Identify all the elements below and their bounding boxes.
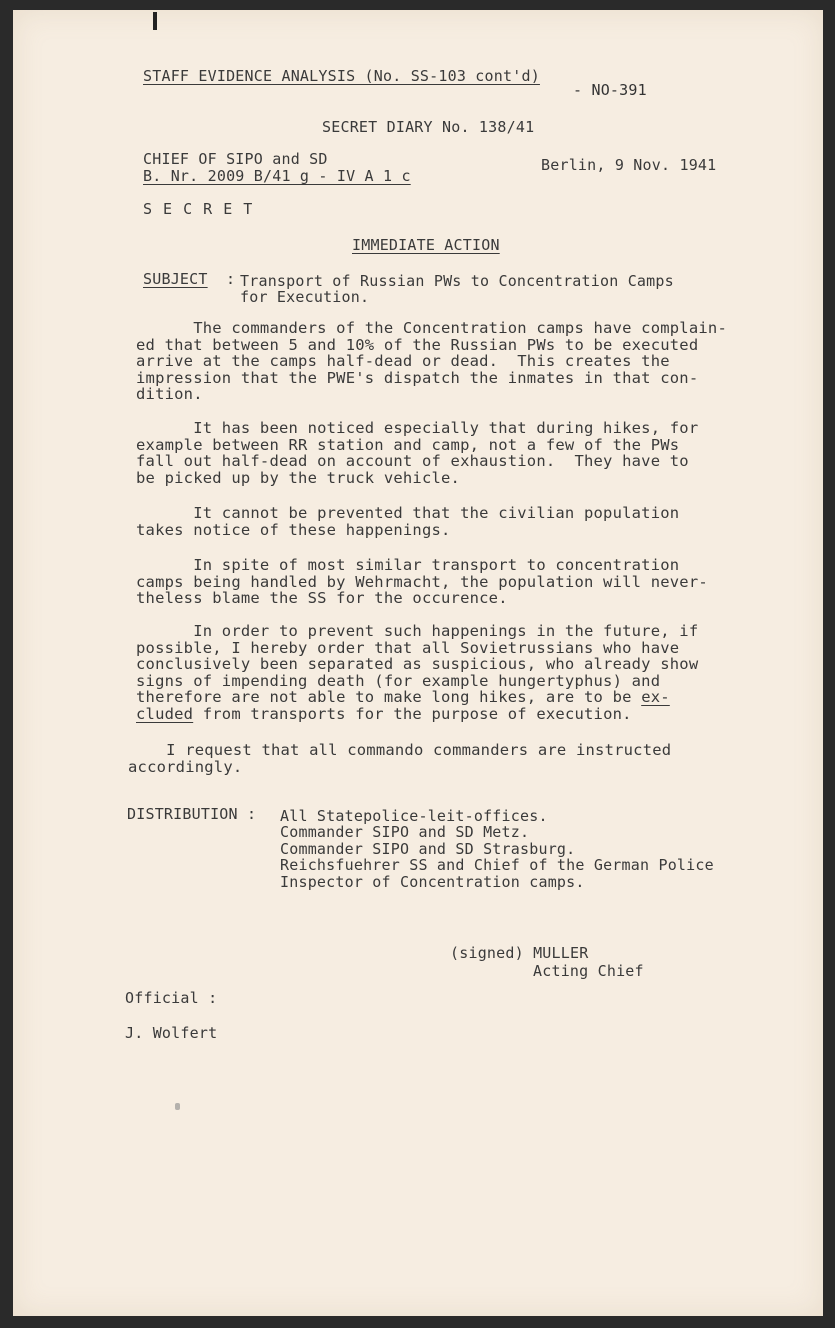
sender-office: CHIEF OF SIPO and SD: [143, 150, 328, 168]
paragraph-1: The commanders of the Concentration camps have complain- ed that between 5 and 10% of the Russian PWs to be executed arrive at the camps half-dead or dead. This creates the impression that the PWE's dispatch the inmates in that con- dition.: [136, 319, 727, 404]
reference-number: B. Nr. 2009 B/41 g - IV A 1 c: [143, 167, 411, 185]
paragraph-4: In spite of most similar transport to concentration camps being handled by Wehrmacht, the population will never- theless blame the SS for the occurence.: [136, 556, 708, 608]
paragraph-5-cluded: cluded: [136, 704, 194, 723]
subject-colon: :: [226, 270, 236, 288]
distribution-label: DISTRIBUTION :: [127, 805, 257, 823]
paper-spot: [175, 1103, 180, 1110]
signature-signed: (signed) MULLER: [450, 944, 589, 962]
subject-line-1: Transport of Russian PWs to Concentration Camps: [240, 272, 674, 290]
official-label: Official :: [125, 989, 218, 1007]
distribution-list: All Statepolice-leit-offices. Commander SIPO and SD Metz. Commander SIPO and SD Strasburg. Reichsfuehrer SS and Chief of the German Police Inspector of Concentration camps.: [280, 807, 714, 891]
signature-title: Acting Chief: [533, 962, 644, 980]
analysis-title: STAFF EVIDENCE ANALYSIS (No. SS-103 cont'd): [143, 67, 540, 85]
subject-line-2: for Execution.: [240, 288, 370, 306]
paragraph-5: [136, 623, 698, 723]
subject-label: SUBJECT: [143, 270, 208, 288]
classification-secret: S E C R E T: [143, 200, 254, 218]
paragraph-6: I request that all commando commanders are instructed accordingly.: [128, 741, 672, 776]
paragraph-5-text: In order to prevent such happenings in the future, if possible, I hereby order that all Sovietrussians who have conclusively been separated as suspicious, who already show signs of impending death (for example hungertyphus) and therefore are not able to make long hikes, are to be: [136, 622, 699, 707]
paragraph-3: It cannot be prevented that the civilian population takes notice of these happenings.: [136, 504, 680, 539]
official-name: J. Wolfert: [125, 1024, 218, 1042]
priority-immediate-action: IMMEDIATE ACTION: [352, 236, 500, 254]
secret-diary-number: SECRET DIARY No. 138/41: [322, 118, 535, 136]
place-and-date: Berlin, 9 Nov. 1941: [541, 156, 717, 174]
paragraph-5-end: from transports for the purpose of execution.: [193, 704, 632, 723]
staple-mark: [153, 12, 157, 30]
paragraph-5-ex: ex-: [641, 688, 670, 707]
document-number: - NO-391: [573, 81, 647, 99]
paragraph-2: It has been noticed especially that during hikes, for example between RR station and camp, not a few of the PWs fall out half-dead on account of exhaustion. They have to be picked up by the truck vehicle.: [136, 419, 699, 487]
